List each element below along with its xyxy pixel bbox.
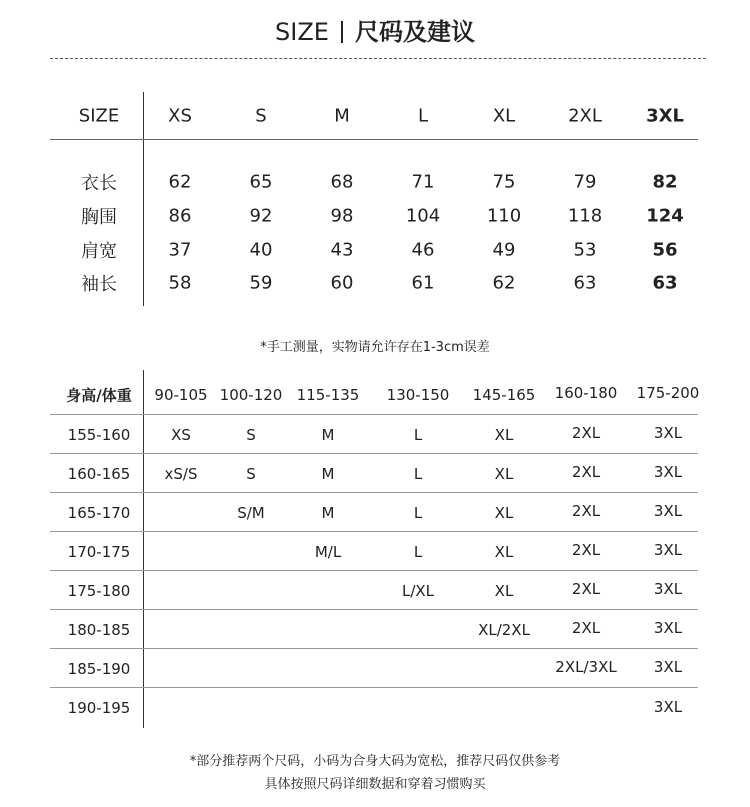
rec-table-row-divider [50, 648, 698, 649]
weight-header: 100-120 [219, 386, 283, 404]
height-row-label: 180-185 [67, 621, 131, 639]
footer-note-1: *部分推荐两个尺码，小码为合身大码为宽松，推荐尺码仅供参考 [189, 754, 561, 769]
recommended-size-cell: 3XL [653, 463, 683, 481]
size-value-cell: 79 [573, 171, 597, 193]
height-row-label: 155-160 [67, 426, 131, 444]
height-row-label: 190-195 [67, 699, 131, 717]
recommended-size-cell: S/M [237, 504, 265, 522]
size-value-cell: 82 [652, 171, 678, 193]
size-row-label: 袖长 [81, 274, 117, 295]
size-header-xl: XL [492, 105, 516, 127]
size-header-l: L [417, 105, 429, 127]
recommended-size-cell: XL [494, 504, 514, 522]
height-row-label: 170-175 [67, 543, 131, 561]
size-header-m: M [334, 105, 350, 127]
recommended-size-cell: 3XL [653, 698, 683, 716]
size-header-2xl: 2XL [568, 105, 602, 127]
recommended-size-cell: 3XL [653, 619, 683, 637]
recommended-size-cell: xS/S [164, 465, 198, 483]
recommended-size-cell: L [413, 426, 423, 444]
recommended-size-cell: M [321, 426, 335, 444]
size-value-cell: 92 [249, 205, 273, 227]
weight-header: 90-105 [154, 386, 208, 404]
size-value-cell: 118 [567, 205, 603, 227]
recommended-size-cell: XL [494, 465, 514, 483]
recommended-size-cell: XL [494, 582, 514, 600]
size-value-cell: 110 [486, 205, 522, 227]
weight-header: 115-135 [296, 386, 360, 404]
rec-table-row-divider [50, 687, 698, 688]
weight-header: 160-180 [554, 384, 618, 402]
size-value-cell: 62 [168, 171, 192, 193]
weight-header: 145-165 [472, 386, 536, 404]
title-cn: 尺码及建议 [354, 18, 475, 46]
weight-header: 130-150 [386, 386, 450, 404]
size-value-cell: 68 [330, 171, 354, 193]
size-value-cell: 43 [330, 239, 354, 261]
recommended-size-cell: 2XL [571, 463, 601, 481]
size-value-cell: 63 [652, 272, 678, 294]
rec-table-row-divider [50, 609, 698, 610]
recommended-size-cell: S [246, 465, 256, 483]
size-row-label: 衣长 [81, 173, 117, 194]
title-divider [341, 21, 343, 43]
recommended-size-cell: XL [494, 426, 514, 444]
recommended-size-cell: L [413, 504, 423, 522]
title-dotted-divider [50, 58, 706, 59]
size-value-cell: 65 [249, 171, 273, 193]
rec-table-row-divider [50, 570, 698, 571]
page-title [0, 14, 750, 50]
recommended-size-cell: 2XL [571, 541, 601, 559]
size-value-cell: 56 [652, 239, 678, 261]
recommended-size-cell: S [246, 426, 256, 444]
size-value-cell: 40 [249, 239, 273, 261]
rec-table-row-divider [50, 531, 698, 532]
size-value-cell: 53 [573, 239, 597, 261]
size-value-cell: 98 [330, 205, 354, 227]
size-header-s: S [255, 105, 267, 127]
rec-table-row-divider [50, 492, 698, 493]
size-row-label: 胸围 [81, 207, 117, 228]
recommended-size-cell: 3XL [653, 502, 683, 520]
recommended-size-cell: M/L [314, 543, 342, 561]
size-value-cell: 37 [168, 239, 192, 261]
recommended-size-cell: 3XL [653, 658, 683, 676]
weight-header: 175-200 [636, 384, 700, 402]
size-table-header-divider [50, 139, 698, 140]
recommended-size-cell: 2XL/3XL [555, 658, 617, 676]
rec-table-corner-label: 身高/体重 [66, 386, 132, 405]
size-header-xs: XS [168, 105, 192, 127]
size-row-label: 肩宽 [81, 241, 117, 262]
size-value-cell: 46 [411, 239, 435, 261]
size-value-cell: 63 [573, 272, 597, 294]
size-table-vertical-divider [143, 92, 144, 306]
height-row-label: 160-165 [67, 465, 131, 483]
recommended-size-cell: M [321, 465, 335, 483]
height-row-label: 185-190 [67, 660, 131, 678]
recommended-size-cell: XS [171, 426, 191, 444]
recommended-size-cell: 2XL [571, 424, 601, 442]
recommended-size-cell: 3XL [653, 424, 683, 442]
size-value-cell: 62 [492, 272, 516, 294]
size-value-cell: 75 [492, 171, 516, 193]
footer-note-2: 具体按照尺码详细数据和穿着习惯购买 [264, 777, 486, 792]
size-value-cell: 124 [646, 205, 684, 227]
recommended-size-cell: XL/2XL [478, 621, 530, 639]
recommended-size-cell: 2XL [571, 502, 601, 520]
size-value-cell: 49 [492, 239, 516, 261]
recommended-size-cell: L [413, 465, 423, 483]
size-value-cell: 104 [405, 205, 441, 227]
measurement-note: *手工测量，实物请允许存在1-3cm误差 [260, 340, 490, 355]
size-value-cell: 58 [168, 272, 192, 294]
recommended-size-cell: L/XL [401, 582, 435, 600]
rec-table-row-divider [50, 453, 698, 454]
recommended-size-cell: 3XL [653, 541, 683, 559]
size-value-cell: 71 [411, 171, 435, 193]
height-row-label: 165-170 [67, 504, 131, 522]
size-table-corner-label: SIZE [78, 105, 120, 127]
size-value-cell: 60 [330, 272, 354, 294]
recommended-size-cell: XL [494, 543, 514, 561]
recommended-size-cell: 2XL [571, 580, 601, 598]
rec-table-row-divider [50, 414, 698, 415]
size-header-3xl: 3XL [646, 105, 684, 127]
height-row-label: 175-180 [67, 582, 131, 600]
recommended-size-cell: 2XL [571, 619, 601, 637]
recommended-size-cell: L [413, 543, 423, 561]
title-en: SIZE [275, 18, 329, 46]
recommended-size-cell: M [321, 504, 335, 522]
size-value-cell: 61 [411, 272, 435, 294]
rec-table-vertical-divider [143, 370, 144, 728]
recommended-size-cell: 3XL [653, 580, 683, 598]
size-value-cell: 86 [168, 205, 192, 227]
size-value-cell: 59 [249, 272, 273, 294]
